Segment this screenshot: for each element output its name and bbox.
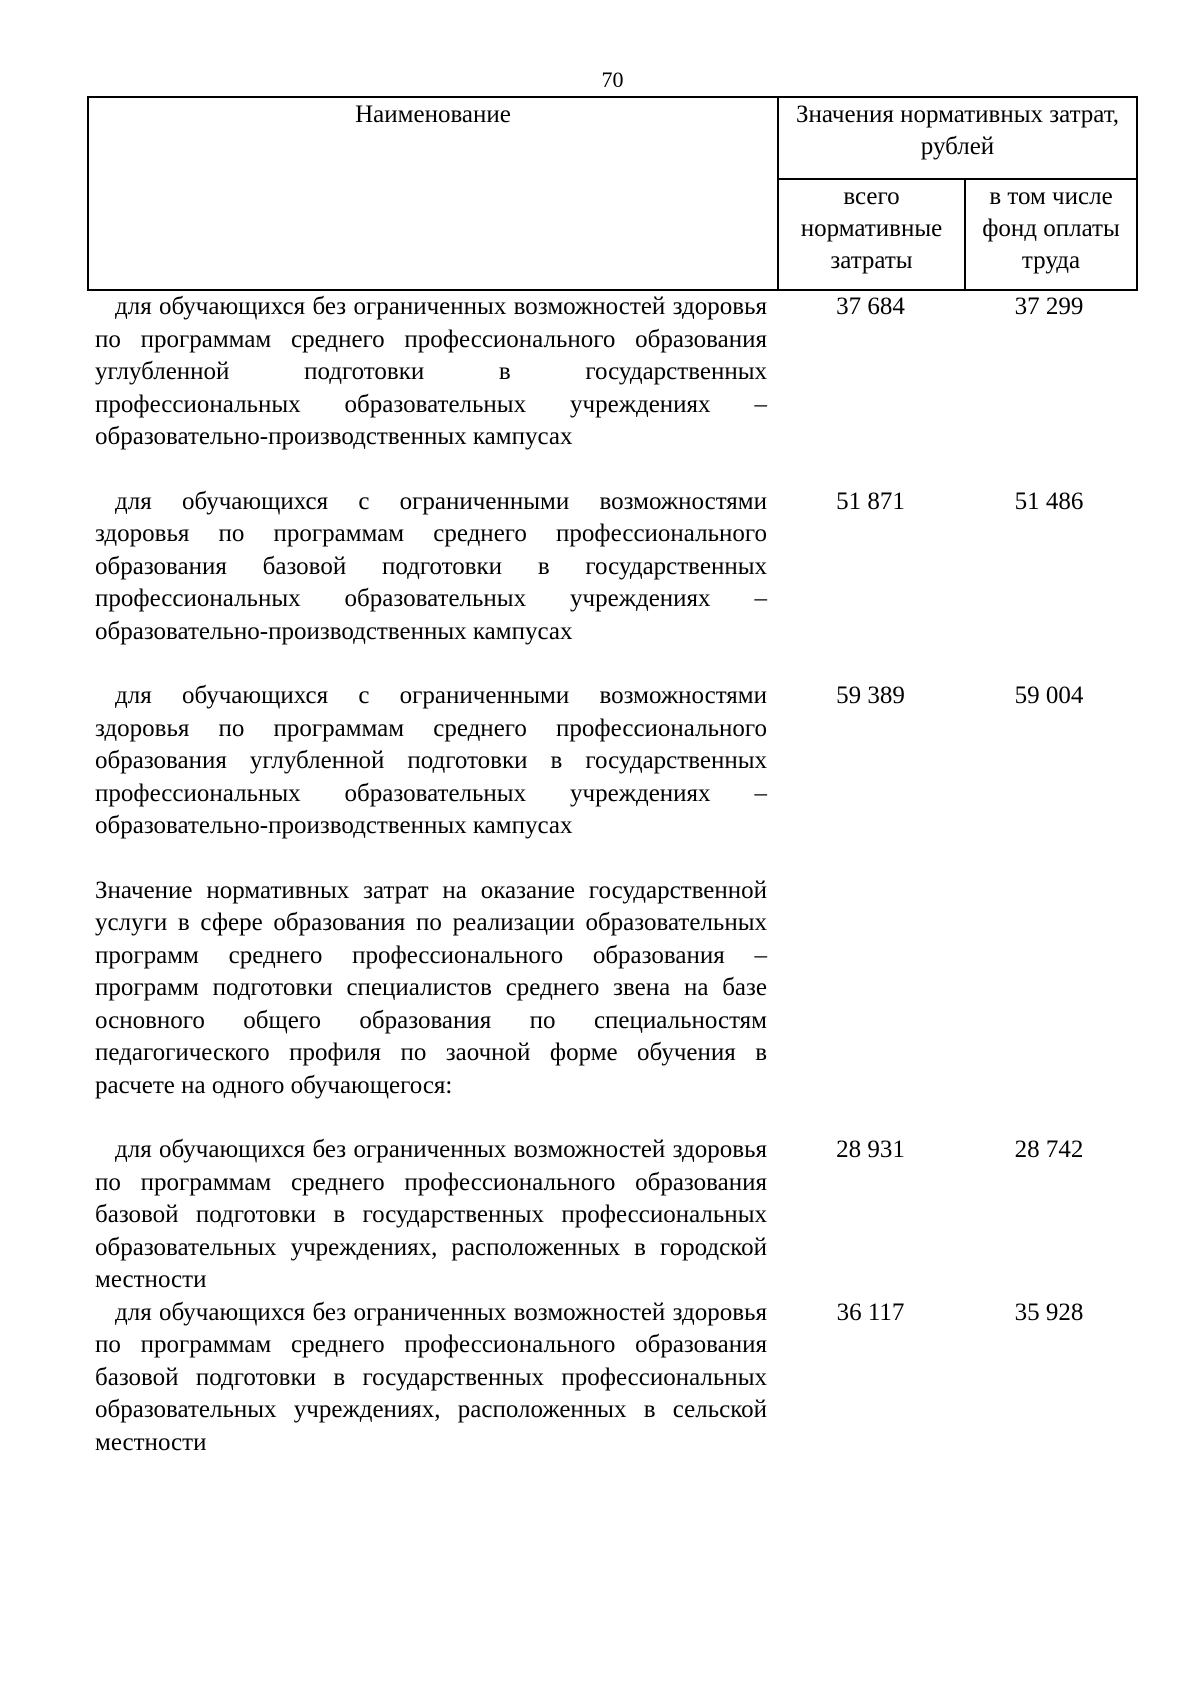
row-total-value: 51 871 bbox=[836, 487, 905, 515]
table-row bbox=[0, 486, 1200, 649]
row-total-value: 28 931 bbox=[836, 1136, 905, 1163]
row-name: для обучающихся с ограниченными возможностями здоровья по программам среднего профессионального образования базовой подготовки в государственных профессиональных образовательных учреждениях – образовательно-производственных кампусах bbox=[95, 487, 767, 645]
row-total-value: 37 684 bbox=[836, 293, 905, 320]
table-row bbox=[0, 291, 1200, 454]
row-total-value: 59 389 bbox=[836, 682, 905, 709]
table-row bbox=[0, 1297, 1200, 1460]
row-total-value: 36 117 bbox=[836, 1298, 905, 1326]
table-row-section-heading bbox=[0, 875, 1200, 1103]
table-header bbox=[87, 96, 1138, 291]
header-values-group: Значения нормативных затрат, рублей bbox=[779, 98, 1136, 180]
table-row bbox=[0, 680, 1200, 843]
row-wage-fund-value: 59 004 bbox=[1014, 682, 1084, 709]
row-name: для обучающихся без ограниченных возможностей здоровья по программам среднего профессионального образования базовой подготовки в государственных профессиональных образовательных учреждениях, расположенных в городской местности bbox=[95, 1136, 767, 1293]
row-name: для обучающихся с ограниченными возможностями здоровья по программам среднего профессионального образования углубленной подготовки в государственных профессиональных образовательных учреждениях – образовательно-производственных кампусах bbox=[95, 682, 767, 839]
header-name-column: Наименование bbox=[89, 98, 779, 289]
row-wage-fund-value: 51 486 bbox=[1014, 487, 1084, 515]
table-body bbox=[0, 291, 1200, 1459]
row-wage-fund-value: 37 299 bbox=[1014, 293, 1084, 320]
row-wage-fund-value: 28 742 bbox=[1014, 1136, 1084, 1163]
header-total-column: всего нормативные затраты bbox=[779, 180, 966, 289]
header-wage-fund-column: в том числе фонд оплаты труда bbox=[982, 183, 1120, 274]
row-name: для обучающихся без ограниченных возможностей здоровья по программам среднего профессионального образования базовой подготовки в государственных профессиональных образовательных учреждениях, расположенных в сельской местности bbox=[95, 1298, 767, 1456]
section-heading: Значение нормативных затрат на оказание государственной услуги в сфере образования по реализации образовательных программ среднего профессионального образования – программ подготовки специалистов среднего звена на базе основного общего образования по специальностям педагогического профиля по заочной форме обучения в расчете на одного обучающегося: bbox=[95, 876, 767, 1099]
page-number: 70 bbox=[601, 67, 624, 92]
table-row bbox=[0, 1134, 1200, 1297]
row-name: для обучающихся без ограниченных возможностей здоровья по программам среднего профессионального образования углубленной подготовки в государственных профессиональных образовательных учреждениях – образовательно-производственных кампусах bbox=[95, 293, 767, 450]
row-wage-fund-value: 35 928 bbox=[1014, 1298, 1084, 1326]
